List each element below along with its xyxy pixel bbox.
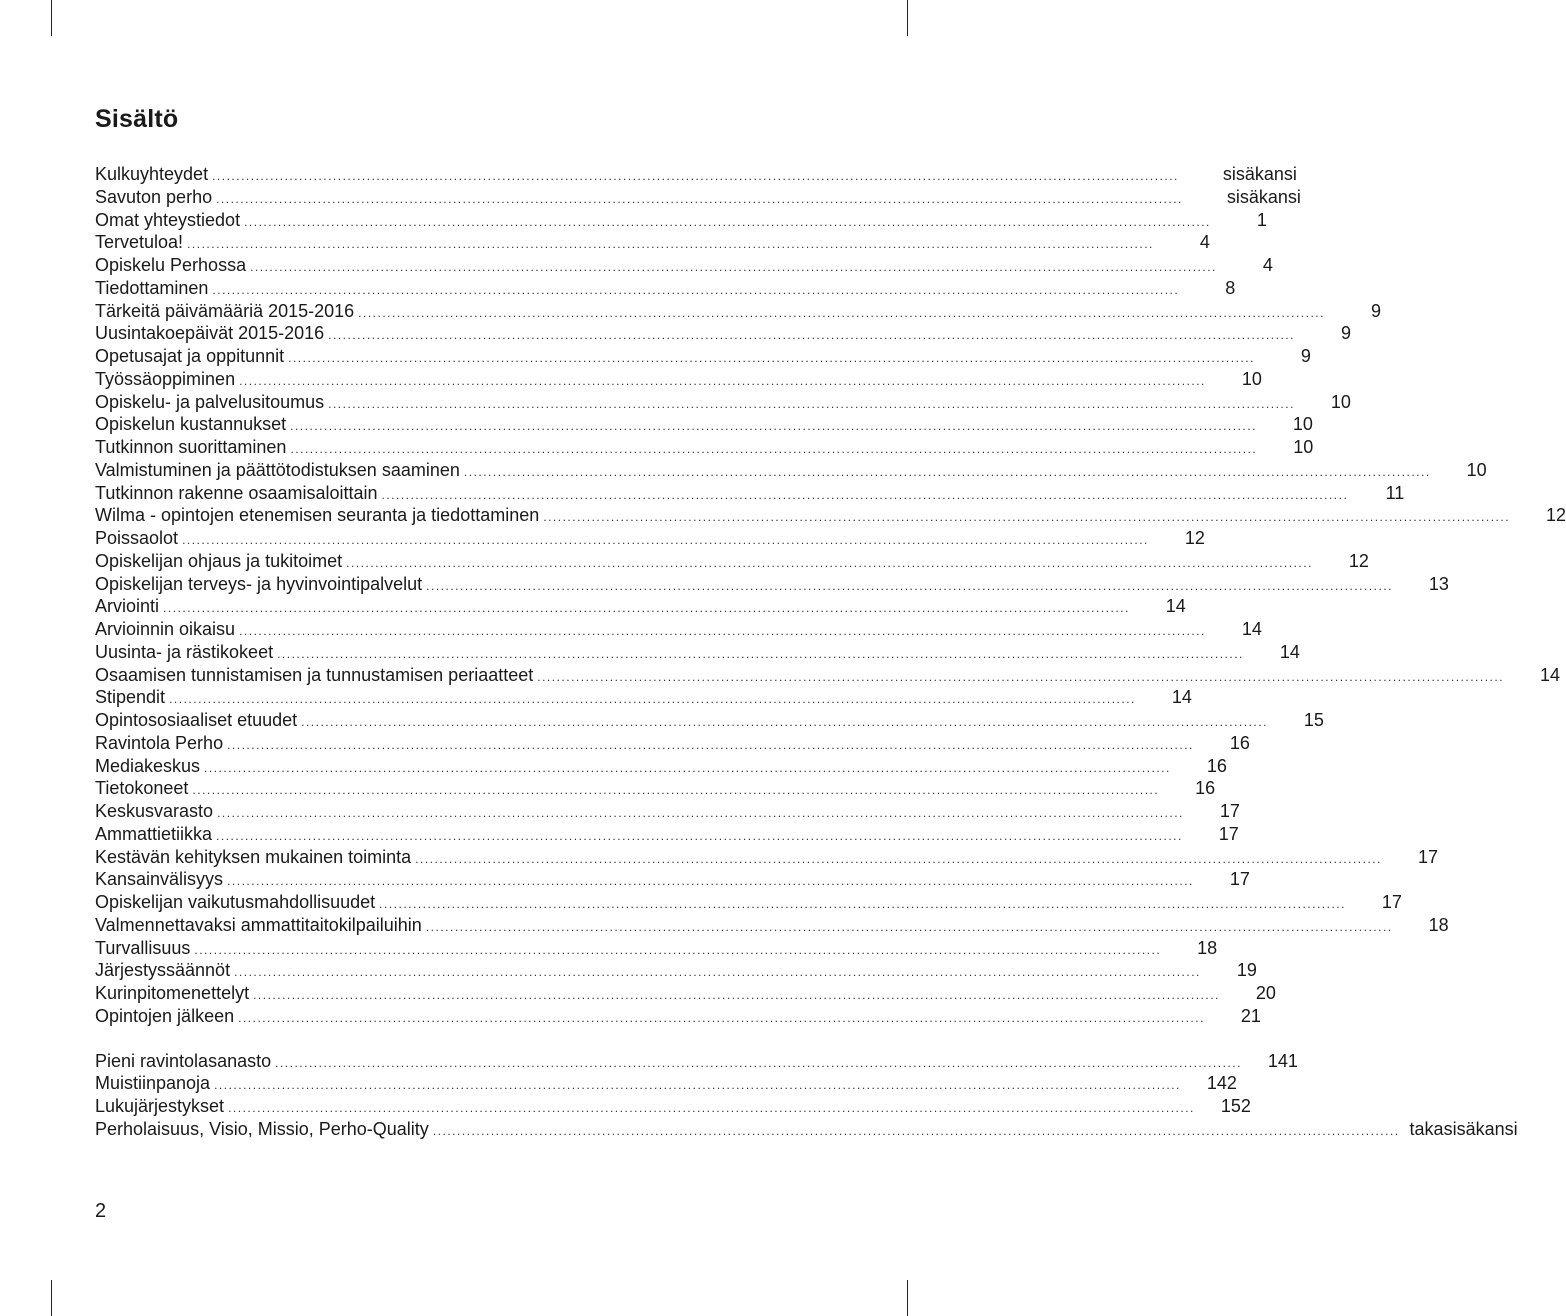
toc-main-section — [95, 163, 1566, 1028]
toc-entry-page: 141 — [1267, 1050, 1298, 1071]
toc-entry-page: 9 — [1340, 323, 1351, 344]
toc-entry-page: 4 — [1262, 255, 1273, 275]
toc-entry[interactable] — [95, 186, 1301, 209]
toc-entry-label: Valmistuminen ja päättötodistuksen saaminen — [95, 459, 460, 480]
toc-leader-dots: ........................................................................................................................................................................................................ — [228, 1101, 1195, 1115]
toc-entry-label: Opintososiaaliset etuudet — [95, 710, 298, 730]
toc-entry[interactable] — [95, 982, 1276, 1005]
toc-leader-dots: ........................................................................................................................................................................................................ — [214, 1078, 1181, 1093]
toc-entry-label: Pieni ravintolasanasto — [95, 1050, 272, 1071]
toc-appendix-section — [95, 1050, 1518, 1141]
toc-entry[interactable] — [95, 482, 1405, 505]
toc-entry-page: 11 — [1385, 482, 1405, 503]
toc-entry[interactable] — [95, 709, 1324, 732]
crop-mark-top-right — [907, 0, 908, 36]
toc-leader-dots: ........................................................................................................................................................................................................ — [212, 169, 1179, 183]
toc-entry[interactable] — [95, 777, 1216, 800]
toc-entry[interactable] — [95, 959, 1257, 982]
toc-entry-label: Arvioinnin oikaisu — [95, 619, 236, 639]
toc-entry-label: Opiskelijan terveys- ja hyvinvointipalvelut — [95, 573, 423, 594]
toc-entry-page: 14 — [1279, 641, 1300, 662]
toc-entry-label: Turvallisuus — [95, 937, 191, 958]
toc-entry-page: 14 — [1171, 687, 1192, 708]
toc-entry[interactable] — [95, 527, 1205, 550]
toc-entry-label: Kestävän kehityksen mukainen toiminta — [95, 846, 412, 867]
toc-entry[interactable] — [95, 1005, 1261, 1028]
toc-entry-label: Tutkinnon suorittaminen — [95, 437, 287, 457]
toc-entry-label: Työssäoppiminen — [95, 368, 236, 389]
toc-entry[interactable] — [95, 436, 1314, 459]
toc-entry-page: 152 — [1220, 1096, 1251, 1116]
toc-entry[interactable] — [95, 209, 1267, 232]
toc-entry-page: 20 — [1255, 983, 1276, 1003]
toc-entry-label: Poissaolot — [95, 528, 179, 548]
toc-entry[interactable] — [95, 254, 1273, 277]
toc-leader-dots: ........................................................................................................................................................................................................ — [239, 373, 1206, 388]
toc-entry-page: 16 — [1195, 778, 1216, 799]
toc-entry-page: 142 — [1206, 1073, 1237, 1094]
toc-entry[interactable] — [95, 914, 1449, 937]
toc-leader-dots: ........................................................................................................................................................................................................ — [238, 1010, 1205, 1025]
toc-entry-label: Ravintola Perho — [95, 732, 224, 753]
toc-entry-label: Opiskelun kustannukset — [95, 414, 287, 435]
toc-leader-dots: ........................................................................................................................................................................................................ — [277, 646, 1244, 661]
page-title: Sisältö — [95, 104, 179, 133]
toc-entry-label: Opiskelijan vaikutusmahdollisuudet — [95, 892, 376, 912]
toc-leader-dots: ........................................................................................................................................................................................................ — [234, 965, 1201, 980]
toc-entry[interactable] — [95, 413, 1313, 436]
toc-entry-label: Tietokoneet — [95, 778, 189, 799]
toc-leader-dots: ........................................................................................................................................................................................................ — [239, 624, 1206, 638]
toc-leader-dots: ........................................................................................................................................................................................................ — [187, 237, 1154, 252]
toc-entry[interactable] — [95, 937, 1218, 960]
toc-leader-dots: ........................................................................................................................................................................................................ — [432, 1123, 1400, 1138]
toc-entry-label: Tervetuloa! — [95, 232, 184, 253]
toc-leader-dots: ........................................................................................................................................................................................................ — [169, 692, 1136, 707]
toc-entry-label: Opintojen jälkeen — [95, 1005, 235, 1026]
toc-entry-page: 14 — [1165, 596, 1186, 617]
toc-entry[interactable] — [95, 391, 1351, 414]
toc-leader-dots: ........................................................................................................................................................................................................ — [204, 760, 1171, 775]
toc-entry[interactable] — [95, 664, 1561, 687]
toc-entry-label: Lukujärjestykset — [95, 1096, 225, 1116]
toc-entry[interactable] — [95, 618, 1262, 641]
toc-entry-page: 12 — [1184, 528, 1205, 548]
toc-entry-page: 14 — [1241, 619, 1262, 639]
toc-entry[interactable] — [95, 322, 1351, 345]
toc-entry[interactable] — [95, 550, 1369, 573]
crop-mark-top-left — [51, 0, 52, 36]
toc-entry[interactable] — [95, 595, 1186, 618]
toc-entry-label: Järjestyssäännöt — [95, 960, 231, 981]
toc-leader-dots: ........................................................................................................................................................................................................ — [290, 419, 1257, 434]
toc-leader-dots: ........................................................................................................................................................................................................ — [537, 669, 1505, 684]
crop-mark-bottom-left — [51, 1280, 52, 1316]
toc-leader-dots: ........................................................................................................................................................................................................ — [217, 806, 1184, 820]
toc-entry-label: Perholaisuus, Visio, Missio, Perho-Quality — [95, 1118, 429, 1139]
toc-section-gap — [95, 1028, 823, 1050]
toc-entry-page: 12 — [1546, 505, 1566, 526]
toc-entry-label: Kurinpitomenettelyt — [95, 983, 250, 1003]
toc-entry[interactable] — [95, 1095, 1251, 1118]
toc-entry-page: 16 — [1206, 755, 1227, 776]
toc-leader-dots: ........................................................................................................................................................................................................ — [426, 578, 1393, 593]
toc-entry-page: takasisäkansi — [1409, 1118, 1518, 1139]
toc-entry[interactable] — [95, 800, 1240, 823]
toc-entry-label: Opiskelijan ohjaus ja tukitoimet — [95, 550, 343, 571]
toc-entry[interactable] — [95, 846, 1438, 869]
toc-entry[interactable] — [95, 823, 1239, 846]
toc-entry-page: 17 — [1381, 892, 1402, 912]
toc-entry-page: 10 — [1293, 437, 1314, 457]
toc-entry-label: Kansainvälisyys — [95, 869, 224, 890]
toc-entry[interactable] — [95, 573, 1449, 596]
table-of-contents — [95, 163, 1566, 1141]
toc-entry-label: Stipendit — [95, 687, 166, 708]
toc-entry-label: Muistiinpanoja — [95, 1073, 211, 1094]
crop-mark-bottom-right — [907, 1280, 908, 1316]
toc-entry[interactable] — [95, 300, 1381, 323]
toc-leader-dots: ........................................................................................................................................................................................................ — [250, 260, 1217, 274]
toc-entry-page: 13 — [1428, 573, 1449, 594]
toc-entry-page: 10 — [1466, 459, 1487, 480]
toc-entry[interactable] — [95, 755, 1227, 778]
toc-entry[interactable] — [95, 686, 1192, 709]
toc-entry-label: Mediakeskus — [95, 755, 201, 776]
toc-entry[interactable] — [95, 163, 1297, 186]
toc-entry[interactable] — [95, 231, 1210, 254]
toc-leader-dots: ........................................................................................................................................................................................................ — [227, 874, 1194, 889]
toc-entry[interactable] — [95, 732, 1250, 755]
toc-leader-dots: ........................................................................................................................................................................................................ — [182, 533, 1149, 547]
toc-entry[interactable] — [95, 504, 1566, 527]
toc-entry-page: sisäkansi — [1222, 164, 1297, 184]
toc-entry-page: 18 — [1197, 937, 1218, 958]
toc-leader-dots: ........................................................................................................................................................................................................ — [301, 715, 1268, 729]
toc-entry-page: 1 — [1256, 209, 1267, 230]
toc-leader-dots: ........................................................................................................................................................................................................ — [253, 988, 1220, 1002]
toc-leader-dots: ........................................................................................................................................................................................................ — [328, 396, 1295, 411]
toc-entry-page: 10 — [1292, 414, 1313, 435]
toc-leader-dots: ........................................................................................................................................................................................................ — [543, 510, 1511, 525]
toc-entry-page: 21 — [1240, 1005, 1261, 1026]
toc-leader-dots: ........................................................................................................................................................................................................ — [275, 1055, 1242, 1070]
toc-leader-dots: ........................................................................................................................................................................................................ — [346, 555, 1313, 570]
toc-entry-label: Omat yhteystiedot — [95, 209, 241, 230]
toc-leader-dots: ........................................................................................................................................................................................................ — [163, 601, 1130, 616]
toc-entry-label: Opiskelu- ja palvelusitoumus — [95, 391, 325, 412]
toc-entry[interactable] — [95, 345, 1311, 368]
toc-entry-page: 10 — [1241, 368, 1262, 389]
toc-entry-page: 17 — [1218, 823, 1239, 844]
toc-entry-page: 19 — [1236, 960, 1257, 981]
toc-entry-page: 9 — [1370, 300, 1381, 321]
toc-entry-label: Kulkuyhteydet — [95, 164, 209, 184]
toc-entry-label: Tiedottaminen — [95, 277, 209, 298]
toc-leader-dots: ........................................................................................................................................................................................................ — [379, 897, 1346, 911]
toc-entry-page: 14 — [1540, 664, 1561, 685]
toc-entry-page: 15 — [1303, 710, 1324, 730]
toc-entry[interactable] — [95, 868, 1250, 891]
toc-leader-dots: ........................................................................................................................................................................................................ — [227, 737, 1194, 752]
toc-entry-page: 17 — [1229, 869, 1250, 890]
toc-entry-label: Wilma - opintojen etenemisen seuranta ja tiedottaminen — [95, 505, 540, 526]
toc-entry-page: 17 — [1417, 846, 1438, 867]
toc-entry-label: Savuton perho — [95, 186, 213, 207]
toc-leader-dots: ........................................................................................................................................................................................................ — [328, 328, 1295, 343]
toc-entry-page: 18 — [1428, 914, 1449, 935]
toc-leader-dots: ........................................................................................................................................................................................................ — [216, 828, 1183, 843]
toc-entry-page: 16 — [1229, 732, 1250, 753]
toc-leader-dots: ........................................................................................................................................................................................................ — [358, 305, 1325, 320]
toc-leader-dots: ........................................................................................................................................................................................................ — [288, 351, 1255, 365]
toc-leader-dots: ........................................................................................................................................................................................................ — [244, 214, 1211, 229]
toc-entry-label: Valmennettavaksi ammattitaitokilpailuihin — [95, 914, 422, 935]
toc-leader-dots: ........................................................................................................................................................................................................ — [212, 282, 1180, 297]
toc-entry[interactable] — [95, 277, 1236, 300]
toc-entry[interactable] — [95, 1050, 1298, 1073]
toc-entry-label: Uusintakoepäivät 2015-2016 — [95, 323, 325, 344]
toc-leader-dots: ........................................................................................................................................................................................................ — [216, 191, 1183, 206]
toc-entry[interactable] — [95, 368, 1262, 391]
toc-leader-dots: ........................................................................................................................................................................................................ — [463, 464, 1431, 479]
toc-leader-dots: ........................................................................................................................................................................................................ — [192, 783, 1160, 798]
toc-entry[interactable] — [95, 891, 1402, 914]
toc-entry-label: Arviointi — [95, 596, 160, 617]
toc-entry[interactable] — [95, 1072, 1237, 1095]
toc-entry[interactable] — [95, 641, 1300, 664]
toc-entry-label: Opetusajat ja oppitunnit — [95, 346, 285, 366]
toc-entry-label: Ammattietiikka — [95, 823, 213, 844]
toc-entry-page: 17 — [1219, 801, 1240, 821]
toc-entry-page: sisäkansi — [1226, 186, 1301, 207]
toc-leader-dots: ........................................................................................................................................................................................................ — [425, 919, 1393, 934]
toc-entry-page: 8 — [1225, 277, 1236, 298]
toc-entry-page: 10 — [1330, 391, 1351, 412]
toc-leader-dots: ........................................................................................................................................................................................................ — [290, 442, 1258, 456]
toc-leader-dots: ........................................................................................................................................................................................................ — [415, 851, 1382, 866]
toc-leader-dots: ........................................................................................................................................................................................................ — [194, 942, 1162, 957]
toc-leader-dots: ........................................................................................................................................................................................................ — [381, 487, 1349, 502]
toc-entry-page: 4 — [1199, 232, 1210, 253]
toc-entry-label: Keskusvarasto — [95, 801, 214, 821]
toc-entry-label: Tärkeitä päivämääriä 2015-2016 — [95, 300, 355, 321]
toc-entry-label: Osaamisen tunnistamisen ja tunnustamisen periaatteet — [95, 664, 534, 685]
toc-entry-page: 12 — [1348, 550, 1369, 571]
toc-entry-label: Tutkinnon rakenne osaamisaloittain — [95, 482, 378, 503]
toc-entry-label: Uusinta- ja rästikokeet — [95, 641, 274, 662]
toc-entry-label: Opiskelu Perhossa — [95, 255, 247, 275]
page-number: 2 — [95, 1200, 107, 1222]
toc-entry-page: 9 — [1300, 346, 1311, 366]
toc-entry[interactable] — [95, 459, 1487, 482]
toc-entry[interactable] — [95, 1118, 1518, 1141]
